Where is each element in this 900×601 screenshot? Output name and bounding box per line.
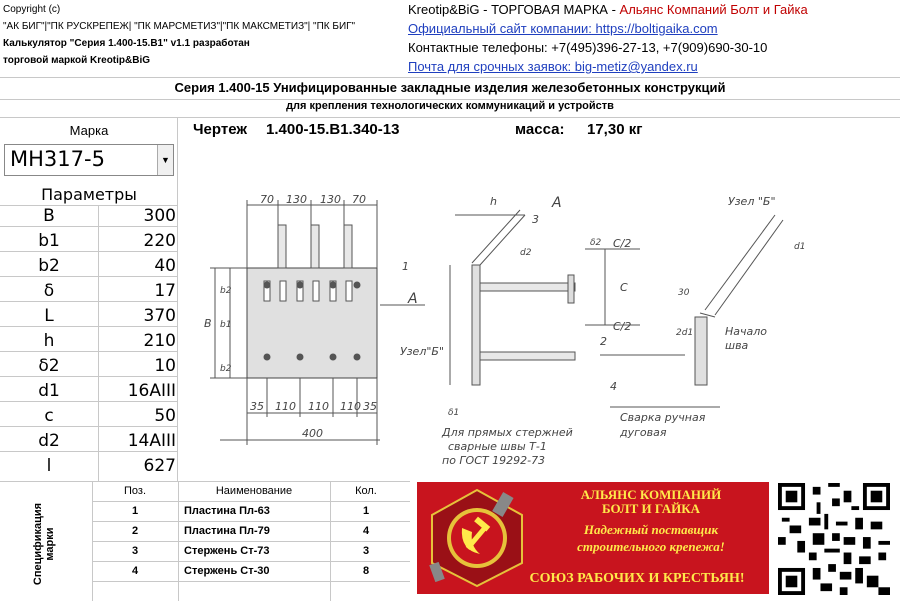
banner-line-3: Надежный поставщик [583, 522, 719, 537]
param-row-d1 [0, 381, 178, 402]
spec-header-qty: Кол. [355, 485, 377, 497]
uzel-b-right: Узел "Б" [728, 195, 776, 208]
plate-side [472, 265, 480, 385]
dim-bottom-1: 35 [250, 400, 264, 413]
promo-banner[interactable] [417, 482, 769, 594]
params-title: Параметры [0, 185, 178, 206]
dim-total: 400 [302, 427, 323, 440]
dim-bottom-5: 35 [363, 400, 377, 413]
label-c2-bottom: C/2 [613, 320, 632, 333]
marka-label: Марка [69, 123, 109, 138]
dim-top-2: 130 [286, 193, 307, 206]
param-value[interactable]: 10 [154, 356, 176, 376]
seam-label: шва [725, 339, 749, 352]
marka-select[interactable] [4, 144, 174, 176]
param-name: b2 [38, 256, 60, 276]
param-value[interactable]: 210 [143, 331, 176, 351]
param-row-delta2 [0, 356, 178, 377]
spec-header-name: Наименование [215, 485, 293, 497]
spec-panel [0, 481, 410, 600]
label-A-side: A [552, 195, 562, 211]
param-value[interactable]: 370 [143, 306, 176, 326]
spec-name-1: Пластина Пл-63 [184, 505, 270, 517]
weld-label-1: Сварка ручная [620, 411, 706, 424]
chevron-down-icon[interactable]: ▼ [157, 145, 173, 175]
site-link[interactable]: Официальный сайт компании: https://boltigaika.com [408, 21, 718, 36]
label-d2: d2 [520, 248, 532, 258]
label-delta2: δ2 [590, 238, 602, 248]
spec-pos-1: 1 [131, 505, 139, 517]
label-b2-top: b2 [220, 286, 232, 296]
copyright-text: Copyright (c) [3, 4, 61, 15]
rod-2 [311, 225, 319, 268]
spec-qty-2: 4 [362, 525, 370, 537]
uzel-b-left: Узел"Б" [400, 345, 445, 358]
label-d1: d1 [794, 242, 806, 252]
param-row-B [0, 206, 178, 227]
param-row-L [0, 306, 178, 327]
dim-2d1: 2d1 [676, 328, 694, 338]
mass-value: 17,30 кг [587, 121, 643, 138]
weld-label-2: дуговая [620, 426, 667, 439]
note-line-1: Для прямых стержней [442, 426, 573, 439]
spec-name-3: Стержень Ст-73 [184, 545, 270, 557]
param-name: h [43, 331, 55, 351]
series-title: Серия 1.400-15 Унифицированные закладные изделия железобетонных конструкций [174, 80, 726, 95]
trademark-line [408, 1, 898, 20]
spec-side-label: Спецификация марки [32, 502, 56, 586]
spec-pos-2: 2 [131, 525, 139, 537]
dim-bottom-3: 110 [308, 400, 329, 413]
param-value[interactable]: 627 [143, 456, 176, 476]
param-row-d2 [0, 431, 178, 452]
label-A-front: A [408, 291, 418, 307]
param-value[interactable]: 40 [154, 256, 176, 276]
param-name: d1 [38, 381, 60, 401]
banner-line-2: БОЛТ И ГАЙКА [601, 501, 701, 516]
header-right [408, 1, 898, 77]
label-pos-3: 3 [532, 213, 539, 226]
marka-panel [0, 117, 178, 185]
param-value[interactable]: 50 [154, 406, 176, 426]
rod-3 [344, 225, 352, 268]
label-c: C [620, 281, 628, 294]
params-panel [0, 185, 178, 481]
param-name: B [43, 206, 55, 226]
label-pos-1: 1 [402, 260, 409, 273]
dim-30: 30 [678, 288, 690, 298]
spec-header-pos: Поз. [124, 485, 146, 497]
trademark-prefix: Kreotip&BiG - ТОРГОВАЯ МАРКА - [408, 2, 620, 17]
brands-text: "АК БИГ"|"ПК РУСКРЕПЕЖ| "ПК МАРСМЕТИЗ"|"ПК МАКСМЕТИЗ"| "ПК БИГ" [3, 21, 356, 32]
trademark-red: Альянс Компаний Болт и Гайка [619, 2, 808, 17]
email-link[interactable]: Почта для срочных заявок: big-metiz@yandex.ru [408, 59, 698, 74]
spec-pos-3: 3 [131, 545, 139, 557]
spec-side-label-wrap [4, 502, 84, 586]
spec-pos-4: 4 [131, 565, 139, 577]
label-pos-4: 4 [610, 380, 617, 393]
param-value[interactable]: 300 [143, 206, 176, 226]
note-line-2: сварные швы Т-1 [448, 440, 547, 453]
label-b2-bottom: b2 [220, 364, 232, 374]
calc-title: Калькулятор "Серия 1.400-15.В1" v1.1 разработан [3, 38, 250, 49]
param-row-h [0, 331, 178, 352]
label-B: B [204, 317, 212, 330]
dim-top-4: 70 [352, 193, 366, 206]
marka-value: МН317-5 [10, 147, 105, 171]
spec-qty-4: 8 [362, 565, 370, 577]
param-value[interactable]: 14AIII [127, 431, 176, 451]
mass-label: масса: [515, 121, 565, 138]
banner-line-4: строительного крепежа! [577, 539, 725, 554]
spec-qty-1: 1 [362, 505, 370, 517]
label-pos-2: 2 [600, 335, 607, 348]
param-row-l [0, 456, 178, 477]
dim-top-1: 70 [260, 193, 274, 206]
label-h: h [490, 195, 497, 208]
trademark-text: торговой маркой Kreotip&BiG [3, 55, 151, 66]
param-value[interactable]: 17 [154, 281, 176, 301]
param-name: b1 [38, 231, 60, 251]
param-row-delta [0, 281, 178, 302]
drawing-label: Чертеж [193, 121, 247, 138]
param-value[interactable]: 16AIII [127, 381, 176, 401]
phones-text: Контактные телефоны: +7(495)396-27-13, +7(909)690-30-10 [408, 40, 768, 55]
label-c2-top: C/2 [613, 237, 632, 250]
param-name: d2 [38, 431, 60, 451]
param-name: c [44, 406, 54, 426]
spec-name-2: Пластина Пл-79 [184, 525, 270, 537]
dim-top-3: 130 [320, 193, 341, 206]
spec-qty-3: 3 [362, 545, 370, 557]
rod-1 [278, 225, 286, 268]
param-name: l [46, 456, 52, 476]
param-row-b2 [0, 256, 178, 277]
header-left [3, 3, 403, 71]
spec-name-4: Стержень Ст-30 [184, 565, 270, 577]
start-label: Начало [725, 325, 768, 338]
param-name: L [44, 306, 54, 326]
label-delta1: δ1 [448, 408, 460, 418]
dim-bottom-4: 110 [340, 400, 361, 413]
param-name: δ2 [38, 356, 60, 376]
drawing-code: 1.400-15.В1.340-13 [266, 121, 400, 138]
note-line-3: по ГОСТ 19292-73 [442, 454, 546, 467]
qr-code[interactable] [778, 483, 890, 595]
param-row-b1 [0, 231, 178, 252]
param-name: δ [43, 281, 55, 301]
banner-line-5: СОЮЗ РАБОЧИХ И КРЕСТЬЯН! [529, 571, 745, 586]
banner-line-1: АЛЬЯНС КОМПАНИЙ [580, 487, 722, 502]
technical-drawing [180, 145, 900, 480]
label-b1: b1 [220, 320, 232, 330]
dim-bottom-2: 110 [275, 400, 296, 413]
param-row-c [0, 406, 178, 427]
param-value[interactable]: 220 [143, 231, 176, 251]
series-subtitle: для крепления технологических коммуникаций и устройств [286, 100, 614, 112]
